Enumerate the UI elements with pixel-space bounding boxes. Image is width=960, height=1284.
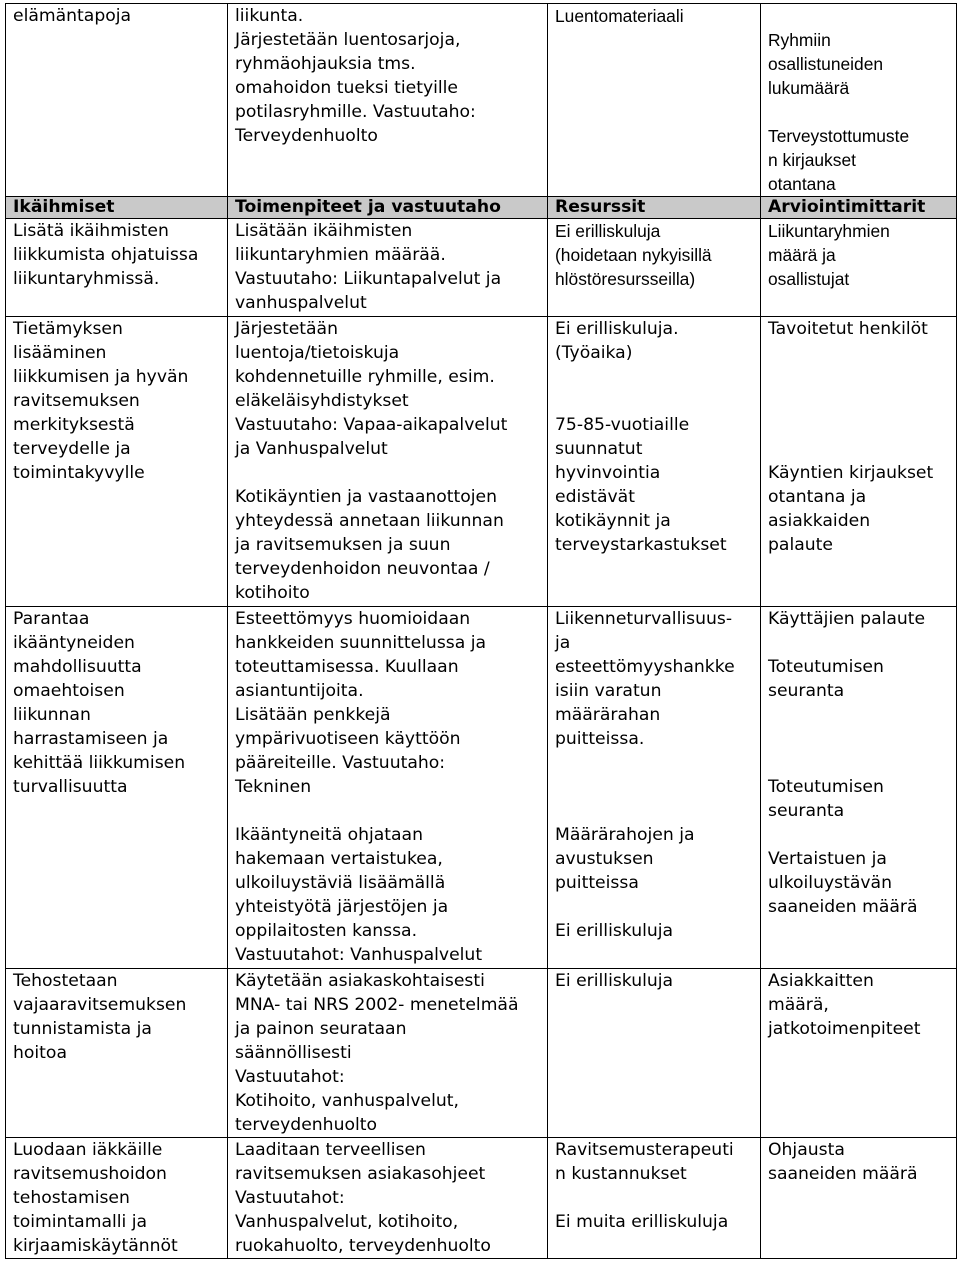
- cell-text: Luodaan iäkkäille ravitsemushoidon tehostamisen toimintamalli ja kirjaamiskäytännöt: [13, 1140, 178, 1256]
- cell-text: Ei erilliskuluja: [555, 971, 674, 991]
- table-row: [6, 4, 957, 197]
- cell-text: Terveystottumuste n kirjaukset otantana: [768, 126, 910, 194]
- cell-text: Kotikäyntien ja vastaanottojen yhteydessä annetaan liikunnan ja ravitsemuksen ja suun terveydenhoidon neuvontaa / kotihoito: [235, 487, 504, 603]
- cell-resources: [548, 1138, 761, 1259]
- cell-measures: [228, 219, 548, 317]
- section-header-row: [6, 197, 957, 219]
- cell-text: Toteutumisen seuranta: [768, 777, 884, 821]
- cell-goal: [6, 317, 228, 607]
- cell-resources: [548, 219, 761, 317]
- cell-goal: [6, 219, 228, 317]
- cell-text: Tietämyksen lisääminen liikkumisen ja hyvän ravitsemuksen merkityksestä terveydelle ja toimintakyvylle: [13, 319, 189, 483]
- cell-text: Määrärahojen ja avustuksen puitteissa: [555, 825, 695, 893]
- cell-text: liikunta. Järjestetään luentosarjoja, ryhmäohjauksia tms. omahoidon tueksi tietyille potilasryhmille. Vastuutaho: Terveydenhuolto: [235, 6, 476, 146]
- cell-text: Ryhmiin osallistuneiden lukumäärä: [768, 30, 884, 98]
- cell-text: Ikääntyneitä ohjataan hakemaan vertaistukea, ulkoiluystäviä lisäämällä yhteistyötä järjestöjen ja oppilaitosten kanssa. Vastuutahot: Vanhuspalvelut: [235, 825, 483, 965]
- cell-metrics: [761, 317, 957, 607]
- cell-text: Vertaistuen ja ulkoiluystävän saaneiden määrä: [768, 849, 918, 917]
- cell-metrics: [761, 969, 957, 1138]
- cell-text: 75-85-vuotiaille suunnatut hyvinvointia edistävät kotikäynnit ja terveystarkastukset: [555, 415, 727, 555]
- cell-goal: [6, 4, 228, 197]
- cell-metrics: [761, 219, 957, 317]
- cell-text: Toteutumisen seuranta: [768, 657, 884, 701]
- cell-text: Luentomateriaali: [555, 6, 684, 26]
- cell-text: Asiakkaitten määrä, jatkotoimenpiteet: [768, 971, 921, 1039]
- cell-measures: [228, 1138, 548, 1259]
- cell-text: Ei muita erilliskuluja: [555, 1212, 729, 1232]
- cell-text: Käytetään asiakaskohtaisesti MNA- tai NRS 2002- menetelmää ja painon seurataan säännöllisesti Vastuutahot: Kotihoito, vanhuspalvelut, terveydenhuolto: [235, 971, 519, 1135]
- cell-text: Tehostetaan vajaaravitsemuksen tunnistamista ja hoitoa: [13, 971, 187, 1063]
- table-row: [6, 219, 957, 317]
- header-toimenpiteet: Toimenpiteet ja vastuutaho: [228, 197, 548, 219]
- table-row: [6, 969, 957, 1138]
- cell-measures: [228, 4, 548, 197]
- cell-text: Ei erilliskuluja. (Työaika): [555, 319, 679, 363]
- cell-measures: [228, 317, 548, 607]
- cell-text: Käyntien kirjaukset otantana ja asiakkaiden palaute: [768, 463, 934, 555]
- cell-text: Ei erilliskuluja (hoidetaan nykyisillä hlöstöresursseilla): [555, 221, 712, 289]
- cell-resources: [548, 607, 761, 969]
- cell-text: Tavoitetut henkilöt: [768, 319, 928, 339]
- cell-resources: [548, 4, 761, 197]
- header-ikaihmiset: Ikäihmiset: [6, 197, 228, 219]
- evaluation-table: [5, 3, 957, 1259]
- table-row: [6, 607, 957, 969]
- cell-text: Lisätä ikäihmisten liikkumista ohjatuissa liikuntaryhmissä.: [13, 221, 199, 289]
- header-arviointimittarit: Arviointimittarit: [761, 197, 957, 219]
- cell-resources: [548, 969, 761, 1138]
- cell-text: Lisätään ikäihmisten liikuntaryhmien määrää. Vastuutaho: Liikuntapalvelut ja vanhuspalvelut: [235, 221, 502, 313]
- cell-text: elämäntapoja: [13, 6, 132, 26]
- cell-metrics: [761, 1138, 957, 1259]
- table-row: [6, 317, 957, 607]
- cell-text: Esteettömyys huomioidaan hankkeiden suunnittelussa ja toteuttamisessa. Kuullaan asiantuntijoita. Lisätään penkkejä ympärivuotiseen käyttöön pääreiteille. Vastuutaho: Tekninen: [235, 609, 487, 797]
- cell-text: Ei erilliskuluja: [555, 921, 674, 941]
- cell-measures: [228, 607, 548, 969]
- cell-text: Liikuntaryhmien määrä ja osallistujat: [768, 221, 890, 289]
- cell-goal: [6, 607, 228, 969]
- cell-text: Käyttäjien palaute: [768, 609, 926, 629]
- cell-text: Ravitsemusterapeuti n kustannukset: [555, 1140, 734, 1184]
- cell-text: Järjestetään luentoja/tietoiskuja kohdennetuille ryhmille, esim. eläkeläisyhdistykset Vastuutaho: Vapaa-aikapalvelut ja Vanhuspalvelut: [235, 319, 508, 459]
- cell-text: Parantaa ikääntyneiden mahdollisuutta omaehtoisen liikunnan harrastamiseen ja kehittää liikkumisen turvallisuutta: [13, 609, 186, 797]
- cell-text: Ohjausta saaneiden määrä: [768, 1140, 918, 1184]
- cell-goal: [6, 1138, 228, 1259]
- cell-measures: [228, 969, 548, 1138]
- cell-goal: [6, 969, 228, 1138]
- cell-metrics: [761, 4, 957, 197]
- cell-resources: [548, 317, 761, 607]
- cell-metrics: [761, 607, 957, 969]
- cell-text: Laaditaan terveellisen ravitsemuksen asiakasohjeet Vastuutahot: Vanhuspalvelut, kotihoito, ruokahuolto, terveydenhuolto: [235, 1140, 491, 1256]
- table-row: [6, 1138, 957, 1259]
- header-resurssit: Resurssit: [548, 197, 761, 219]
- cell-text: Liikenneturvallisuus- ja esteettömyyshankke isiin varatun määrärahan puitteissa.: [555, 609, 735, 749]
